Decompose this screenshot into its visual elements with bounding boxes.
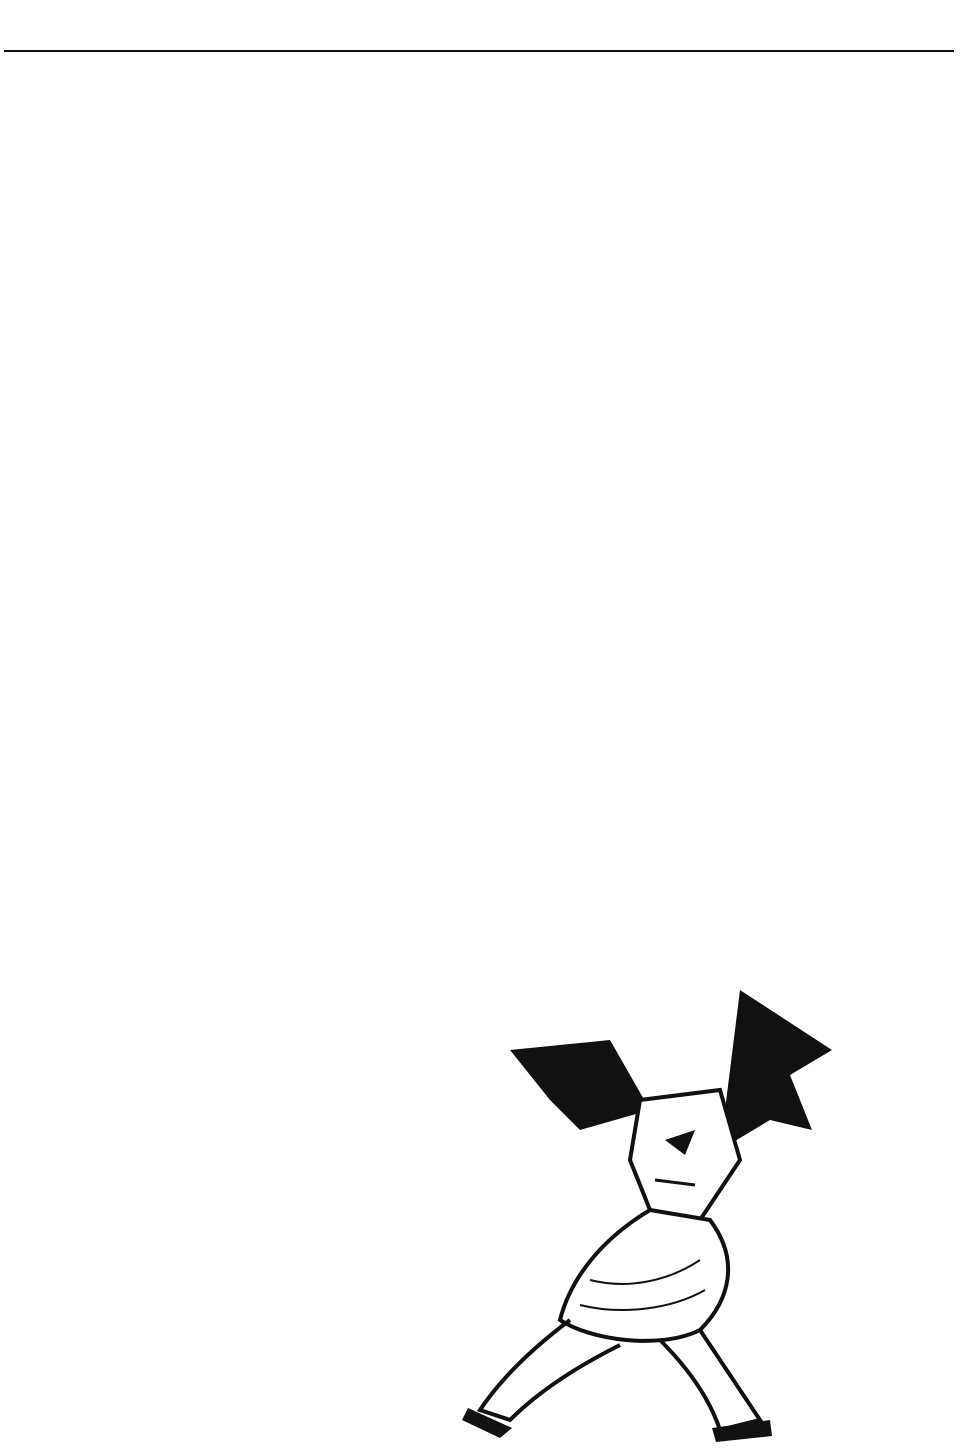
bat-figure-illustration: [440, 980, 900, 1450]
figure-body: [560, 1210, 728, 1341]
wing-right: [720, 990, 832, 1150]
left-column: [8, 72, 410, 108]
header-rule: [4, 50, 954, 52]
wing-left: [510, 1040, 650, 1130]
